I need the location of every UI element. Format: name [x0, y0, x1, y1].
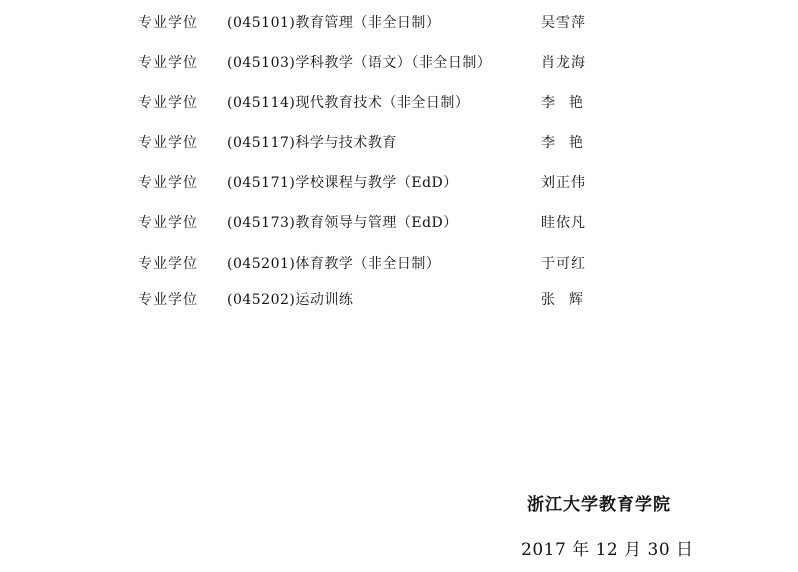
- major-name: (045173)教育领导与管理（EdD）: [227, 215, 458, 231]
- degree-type: 专业学位: [138, 175, 198, 191]
- table-row: [0, 171, 798, 195]
- responsible-person: 李艳: [541, 95, 597, 111]
- major-name: (045101)教育管理（非全日制）: [227, 15, 441, 31]
- responsible-person: 李艳: [541, 135, 597, 151]
- table-row: [0, 252, 798, 276]
- major-name: (045117)科学与技术教育: [227, 135, 397, 151]
- issue-date: 2017 年 12 月 30 日: [521, 540, 694, 560]
- responsible-person: 吴雪萍: [541, 15, 586, 31]
- degree-type: 专业学位: [138, 292, 198, 308]
- degree-type: 专业学位: [138, 55, 198, 71]
- table-row: [0, 11, 798, 35]
- table-row: [0, 91, 798, 115]
- degree-type: 专业学位: [138, 15, 198, 31]
- table-row: [0, 288, 798, 312]
- responsible-person: 刘正伟: [541, 175, 586, 191]
- responsible-person: 张辉: [541, 292, 597, 308]
- responsible-person: 肖龙海: [541, 55, 586, 71]
- degree-type: 专业学位: [138, 135, 198, 151]
- degree-type: 专业学位: [138, 215, 198, 231]
- responsible-person: 于可红: [541, 256, 586, 272]
- major-name: (045201)体育教学（非全日制）: [227, 256, 441, 272]
- table-row: [0, 211, 798, 235]
- major-name: (045114)现代教育技术（非全日制）: [227, 95, 470, 111]
- degree-type: 专业学位: [138, 95, 198, 111]
- table-row: [0, 131, 798, 155]
- major-name: (045202)运动训练: [227, 292, 354, 308]
- issuing-organization: 浙江大学教育学院: [527, 495, 671, 515]
- table-row: [0, 51, 798, 75]
- major-name: (045171)学校课程与教学（EdD）: [227, 175, 458, 191]
- degree-type: 专业学位: [138, 256, 198, 272]
- major-name: (045103)学科教学（语文）（非全日制）: [227, 55, 492, 71]
- responsible-person: 眭依凡: [541, 215, 586, 231]
